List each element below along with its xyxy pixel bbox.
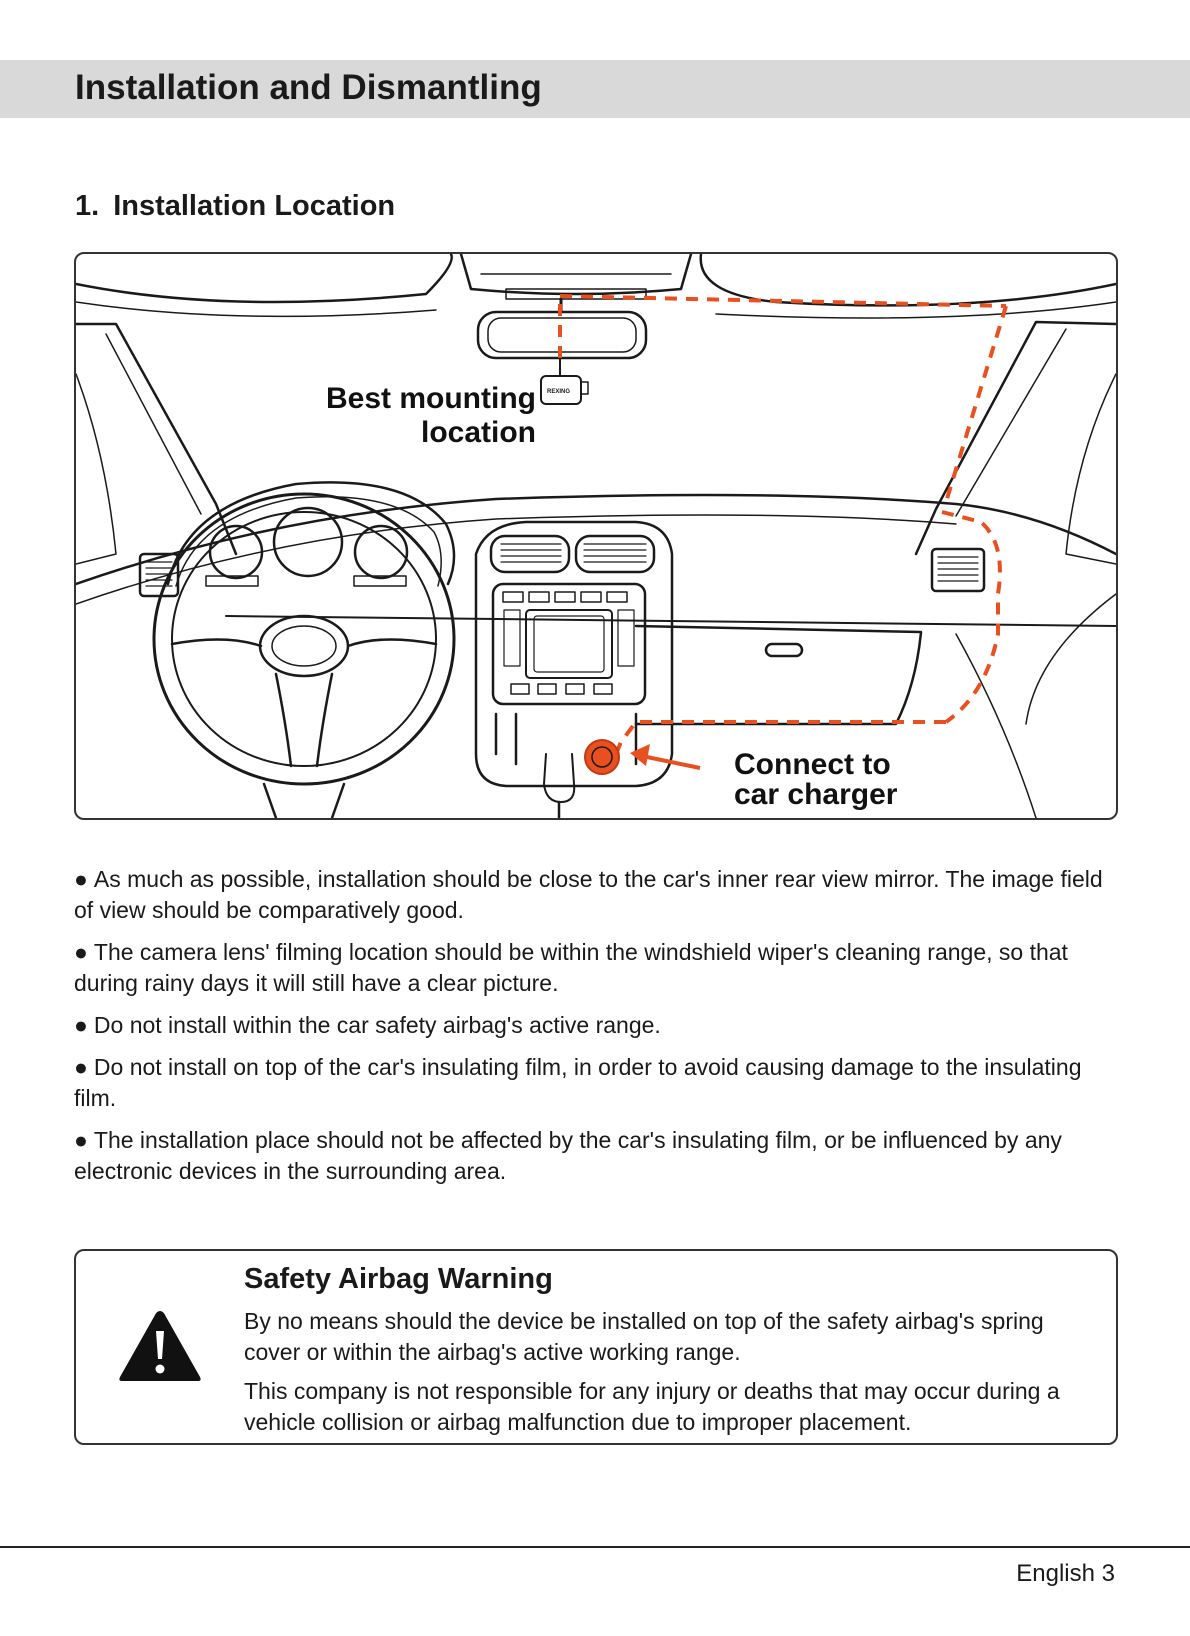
section-number: 1. [75, 190, 100, 222]
mount-label-line1: Best mounting [326, 382, 536, 415]
warning-triangle-icon [116, 1307, 204, 1385]
best-mounting-label [326, 382, 536, 450]
list-item: ● The installation place should not be affected by the car's insulating film, or be influenced by any electronic devices in the surrounding area. [74, 1127, 1062, 1184]
bullet-icon: ● [74, 1054, 88, 1080]
headliner-right [701, 254, 1116, 305]
connect-charger-label [734, 750, 897, 810]
footer-divider [0, 1546, 1190, 1548]
gear-shifter [544, 754, 574, 802]
glove-box [636, 626, 921, 724]
steering-wheel [154, 494, 454, 784]
list-item: ● The camera lens' filming location should be within the windshield wiper's cleaning range, so that during rainy days it will still have a clear picture. [74, 939, 1068, 996]
center-vent-right [576, 536, 654, 572]
right-air-vent [932, 549, 984, 591]
bullet-icon: ● [74, 1127, 88, 1153]
safety-warning-box [74, 1249, 1118, 1445]
dashcam-brand: REXING [547, 389, 571, 395]
warning-text-2: This company is not responsible for any injury or deaths that may occur during a vehicle collision or airbag malfunction due to improper placement. [244, 1378, 1060, 1435]
list-item: ● Do not install within the car safety airbag's active range. [74, 1012, 661, 1038]
section-title: Installation Location [113, 190, 396, 222]
section-heading [75, 186, 395, 226]
bullet-list [74, 864, 1119, 1198]
a-pillar-left [76, 324, 236, 554]
page-number: English 3 [1016, 1560, 1115, 1587]
car-interior-figure [74, 252, 1118, 820]
a-pillar-right [916, 322, 1116, 554]
bullet-icon: ● [74, 939, 88, 965]
headliner-left [76, 254, 452, 302]
cable-route [560, 296, 1006, 759]
charger-socket [585, 740, 619, 774]
charger-label-line1: Connect to [734, 748, 891, 781]
page-title: Installation and Dismantling [75, 68, 542, 107]
bullet-icon: ● [74, 866, 88, 892]
charger-label-line2: car charger [734, 778, 898, 811]
center-vent-left [491, 536, 569, 572]
list-item: ● Do not install on top of the car's insulating film, in order to avoid causing damage to the insulating film. [74, 1054, 1082, 1111]
warning-title: Safety Airbag Warning [244, 1263, 553, 1295]
warning-text-1: By no means should the device be installed on top of the safety airbag's spring cover or within the airbag's active working range. [244, 1308, 1044, 1365]
charger-arrow-icon [630, 744, 700, 768]
bullet-icon: ● [74, 1012, 88, 1038]
list-item: ● As much as possible, installation should be close to the car's inner rear view mirror. The image field of view should be comparatively good. [74, 866, 1103, 923]
car-interior-illustration [76, 254, 1116, 818]
mount-label-line2: location [420, 416, 536, 449]
